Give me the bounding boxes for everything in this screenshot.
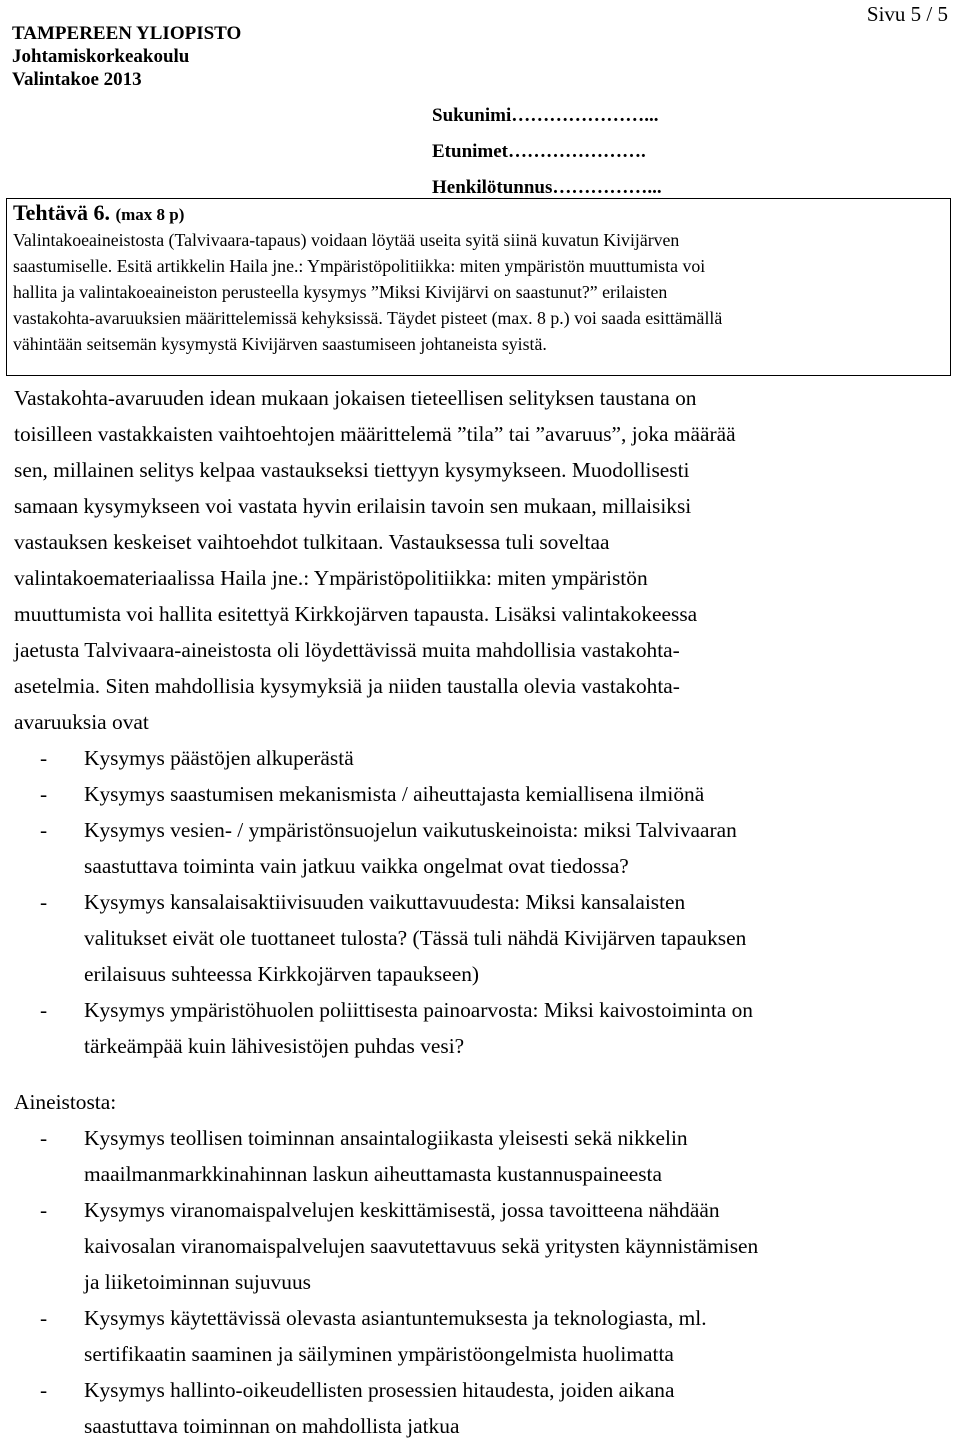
task-line: saastumiselle. Esitä artikkelin Haila jne.: Ympäristöpolitiikka: miten ympäristön muuttumista voi — [13, 256, 706, 276]
list-item-line: Kysymys vesien- / ympäristönsuojelun vaikutuskeinoista: miksi Talvivaaran — [84, 818, 737, 842]
first-names-field: Etunimet…………………. — [432, 141, 646, 162]
list-item-line: Kysymys päästöjen alkuperästä — [84, 746, 354, 770]
surname-field: Sukunimi…………………... — [432, 105, 659, 126]
answer-line: toisilleen vastakkaisten vaihtoehtojen määrittelemä ”tila” tai ”avaruus”, joka määrää — [14, 422, 736, 446]
task-max-points: (max 8 p) — [115, 205, 185, 224]
list-dash: - — [40, 818, 48, 842]
task-heading — [13, 201, 944, 227]
list-item-line: saastuttava toiminta vain jatkuu vaikka ongelmat ovat tiedossa? — [84, 854, 629, 878]
answer-line: samaan kysymykseen voi vastata hyvin erilaisin tavoin sen mukaan, millaisiksi — [14, 494, 692, 518]
list-item — [14, 740, 944, 776]
list-item-line: Kysymys viranomaispalvelujen keskittämisestä, jossa tavoitteena nähdään — [84, 1198, 720, 1222]
page-number: Sivu 5 / 5 — [866, 2, 948, 26]
list-item-line: kaivosalan viranomaispalvelujen saavutettavuus sekä yritysten käynnistämisen — [84, 1234, 759, 1258]
answer-line: asetelmia. Siten mahdollisia kysymyksiä ja niiden taustalla olevia vastakohta- — [14, 674, 680, 698]
answer-line: avaruuksia ovat — [14, 710, 149, 734]
list-dash: - — [40, 746, 48, 770]
list-item-line: valitukset eivät ole tuottaneet tulosta? (Tässä tuli nähdä Kivijärven tapauksen — [84, 926, 747, 950]
list-item — [14, 1192, 944, 1300]
list-item — [14, 1120, 944, 1192]
list-dash: - — [40, 998, 48, 1022]
list-item-line: Kysymys ympäristöhuolen poliittisesta painoarvosta: Miksi kaivostoiminta on — [84, 998, 754, 1022]
answer-line: sen, millainen selitys kelpaa vastaukseksi tiettyyn kysymykseen. Muodollisesti — [14, 458, 690, 482]
list-dash: - — [40, 1306, 48, 1330]
school-name: Johtamiskorkeakoulu — [12, 46, 190, 67]
sources-heading: Aineistosta: — [14, 1090, 117, 1114]
id-number-field: Henkilötunnus……………... — [432, 177, 662, 198]
exam-name: Valintakoe 2013 — [12, 69, 142, 90]
answer-section — [14, 380, 944, 1444]
task-title: Tehtävä 6. — [13, 200, 110, 225]
list-item-line: maailmanmarkkinahinnan laskun aiheuttamasta kustannuspaineesta — [84, 1162, 662, 1186]
sources-list — [14, 1120, 944, 1444]
list-dash: - — [40, 1126, 48, 1150]
university-name: TAMPEREEN YLIOPISTO — [12, 23, 242, 44]
list-item — [14, 992, 944, 1064]
list-item-line: Kysymys hallinto-oikeudellisten prosessien hitaudesta, joiden aikana — [84, 1378, 675, 1402]
task-line: vastakohta-avaruuksien määrittelemissä kehyksissä. Täydet pisteet (max. 8 p.) voi saada esittämällä — [13, 308, 723, 328]
list-item — [14, 776, 944, 812]
list-item — [14, 1300, 944, 1372]
list-item-line: erilaisuus suhteessa Kirkkojärven tapaukseen) — [84, 962, 480, 986]
task-line: hallita ja valintakoeaineiston perusteella kysymys ”Miksi Kivijärvi on saastunut?” erilaisten — [13, 282, 668, 302]
list-item-line: sertifikaatin saaminen ja säilyminen ympäristöongelmista huolimatta — [84, 1342, 674, 1366]
list-item-line: Kysymys saastumisen mekanismista / aiheuttajasta kemiallisena ilmiönä — [84, 782, 705, 806]
answer-line: valintakoemateriaalissa Haila jne.: Ympäristöpolitiikka: miten ympäristön — [14, 566, 648, 590]
list-item-line: Kysymys kansalaisaktiivisuuden vaikuttavuudesta: Miksi kansalaisten — [84, 890, 686, 914]
list-item-line: saastuttava toiminnan on mahdollista jatkua — [84, 1414, 460, 1438]
document-header — [12, 22, 241, 91]
task-description — [13, 227, 944, 357]
personal-info-fields — [432, 98, 662, 206]
list-item-line: Kysymys teollisen toiminnan ansaintalogiikasta yleisesti sekä nikkelin — [84, 1126, 688, 1150]
list-item-line: tärkeämpää kuin lähivesistöjen puhdas vesi? — [84, 1034, 465, 1058]
list-dash: - — [40, 1198, 48, 1222]
list-item-line: Kysymys käytettävissä olevasta asiantuntemuksesta ja teknologiasta, ml. — [84, 1306, 707, 1330]
list-item-line: ja liiketoiminnan sujuvuus — [84, 1270, 311, 1294]
task-line: Valintakoeaineistosta (Talvivaara-tapaus) voidaan löytää useita syitä siinä kuvatun Kivijärven — [13, 230, 680, 250]
answer-line: jaetusta Talvivaara-aineistosta oli löydettävissä muita mahdollisia vastakohta- — [14, 638, 680, 662]
task-line: vähintään seitsemän kysymystä Kivijärven saastumiseen johtaneista syistä. — [13, 334, 547, 354]
list-item — [14, 1372, 944, 1444]
answer-line: vastauksen keskeiset vaihtoehdot tulkitaan. Vastauksessa tuli soveltaa — [14, 530, 610, 554]
answer-line: Vastakohta-avaruuden idean mukaan jokaisen tieteellisen selityksen taustana on — [14, 386, 697, 410]
task-box — [6, 198, 951, 376]
list-dash: - — [40, 890, 48, 914]
list-dash: - — [40, 782, 48, 806]
list-item — [14, 812, 944, 884]
answer-line: muuttumista voi hallita esitettyä Kirkkojärven tapausta. Lisäksi valintakokeessa — [14, 602, 698, 626]
questions-list — [14, 740, 944, 1064]
answer-paragraph — [14, 380, 944, 740]
list-item — [14, 884, 944, 992]
list-dash: - — [40, 1378, 48, 1402]
